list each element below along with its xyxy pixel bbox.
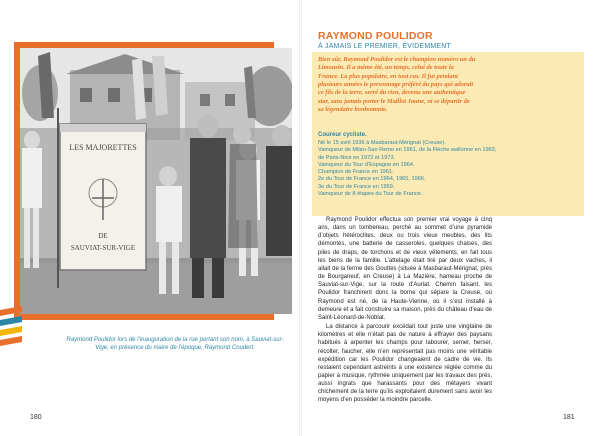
banner-line-3: SAUVIAT-SUR-VIGE: [70, 244, 136, 252]
bio-item: Né le 15 avril 1936 à Masbaraut-Mérignat (Creuse).: [318, 140, 446, 146]
bio-heading: Coureur cycliste.: [318, 132, 367, 138]
banner-line-1: LES MAJORETTES: [69, 143, 137, 152]
bio-item: Champion de France en 1961.: [318, 169, 394, 176]
bio-item: 3e du Tour de France en 1969.: [318, 183, 395, 190]
body-text: [318, 216, 492, 406]
chapter-subtitle: À JAMAIS LE PREMIER, ÉVIDEMMENT: [318, 43, 451, 50]
intro-quote: Bien sûr, Raymond Poulidor est le champion numéro un du Limousin. Il a même été, un temps, celui de toute la France. La plus populaire, en tout cas. Il fut pendant plusieurs années le personnage préféré du pays qui adorait ce fils de la terre, serré du rien, devenu une authentique star, sans jamais porter le Maillot Jaune, ni se départir de sa légendaire bonhommie.: [318, 56, 476, 113]
bio-item: Vainqueur du Tour d’Espagne en 1964.: [318, 161, 415, 168]
bio-list: [318, 140, 498, 198]
bio-item: Vainqueur de Milan-San Remo en 1961, de la Flèche wallonne en 1963, de Paris-Nice en 1972 et 1973.: [318, 147, 497, 161]
page-gutter: [299, 0, 302, 436]
page-number-left: 180: [30, 414, 42, 421]
banner-line-2: DE: [98, 232, 108, 240]
bio-item: Vainqueur de 8 étapes du Tour de France.: [318, 190, 423, 197]
chapter-title: RAYMOND POULIDOR: [318, 30, 433, 42]
body-paragraph: Raymond Poulidor effectua son premier vrai voyage à cinq ans, dans un tombereau, perché au sommet d’une pyramide d’objets hétéroclites, deux ou trois vieux meubles, des lits démontés, une batterie de casseroles, quelques chaises, des piles de draps, de torchons et de vieux vêtements, en fait tous les biens de la famille. L’attelage était tiré par deux vaches, il allait de la ferme des Gouttes (située à Masbaraut-Mérignat, près de Bourganeuf, en Creuse) à La Mazière, hameau proche de Sauviat-sur-Vige, sur la route d’Auriat. Chemin faisant, les Poulidor franchirent donc la borne qui sépare la Creuse, où Raymond est né, de la Haute-Vienne, où il s’est installé à demeure et a fait construire sa maison, près du château d’eau de Saint-Léonard-de-Noblat.: [318, 217, 492, 321]
archive-photo: [20, 48, 292, 314]
decorative-stripes-icon: [0, 306, 22, 346]
bio-item: 2e du Tour de France en 1964, 1965, 1966.: [318, 176, 426, 183]
page-number-right: 181: [563, 414, 575, 421]
photo-caption: Raymond Poulidor lors de l’inauguration de la rue portant son nom, à Sauviat-sur-Vige, en présence du maire de l’époque, Raymond Coudert.: [66, 337, 284, 352]
body-paragraph: La distance à parcourir excédait tout juste une vingtaine de kilomètres et elle n’était pas de nature à effrayer des paysans habitués à arpenter les champs pour labourer, semer, herser, récolter, faucher, elle n’en représentait pas moins une véritable expédition car les Poulidor changeaient de cadre de vie. Ils restaient cependant astreints à une existence réglée comme du papier à musique, rythmée uniquement par les travaux des prés, aussi ingrats que harassants pour des métayers vivant chichement de la terre qu’ils exploitaient durement sans avoir les moyens d’en posséder la moindre parcelle.: [318, 324, 492, 404]
